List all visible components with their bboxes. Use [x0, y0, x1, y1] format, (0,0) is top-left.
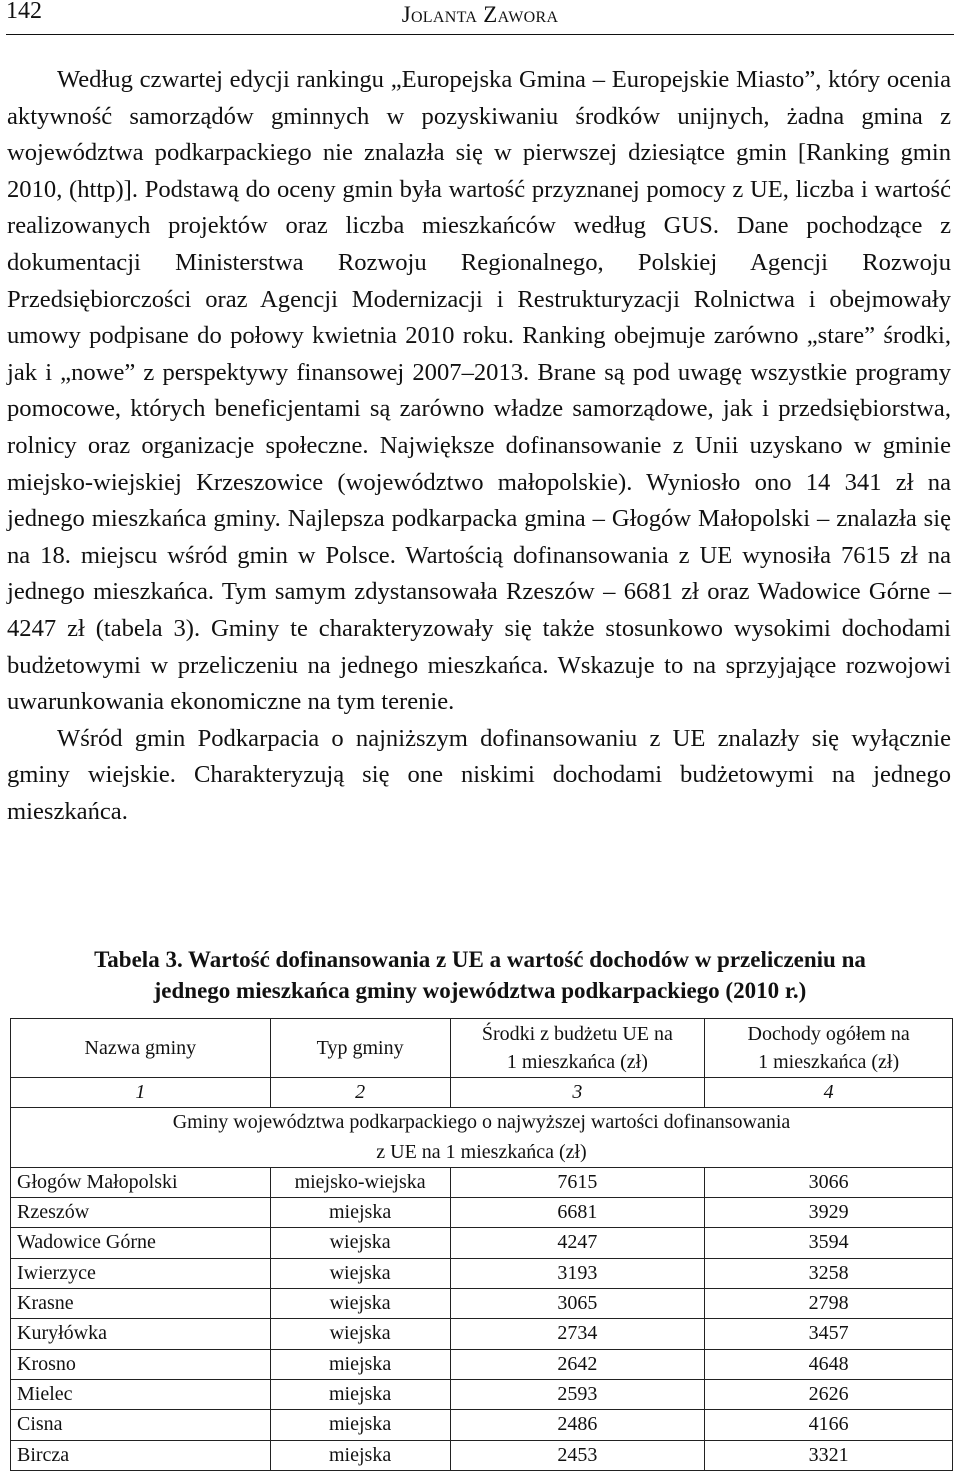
section-label [11, 1108, 953, 1168]
column-number-row [11, 1078, 953, 1108]
cell-income: 3594 [705, 1228, 953, 1258]
cell-income: 3929 [705, 1198, 953, 1228]
cell-eu-funds: 6681 [450, 1198, 705, 1228]
cell-type: wiejska [270, 1289, 450, 1319]
cell-income: 4648 [705, 1349, 953, 1379]
cell-eu-funds: 4247 [450, 1228, 705, 1258]
column-number: 2 [270, 1078, 450, 1108]
table-caption-line: jednego mieszkańca gminy województwa podkarpackiego (2010 r.) [153, 978, 807, 1003]
column-header: Nazwa gminy [11, 1019, 271, 1078]
cell-income: 3457 [705, 1319, 953, 1349]
table-body [11, 1167, 953, 1470]
cell-eu-funds: 7615 [450, 1167, 705, 1197]
cell-type: miejska [270, 1379, 450, 1409]
cell-type: miejska [270, 1410, 450, 1440]
table-row [11, 1228, 953, 1258]
cell-type: wiejska [270, 1228, 450, 1258]
section-label-line: z UE na 1 mieszkańca (zł) [376, 1140, 587, 1163]
cell-eu-funds: 2486 [450, 1410, 705, 1440]
section-label-line: Gminy województwa podkarpackiego o najwyższej wartości dofinansowania [172, 1111, 791, 1134]
cell-eu-funds: 3193 [450, 1258, 705, 1288]
cell-income: 3066 [705, 1167, 953, 1197]
cell-municipality: Głogów Małopolski [11, 1167, 271, 1197]
page-header [6, 0, 954, 35]
table-caption [20, 944, 940, 1006]
column-header-line: 1 mieszkańca (zł) [758, 1051, 900, 1073]
page-number: 142 [6, 0, 42, 24]
column-header [705, 1019, 953, 1078]
cell-income: 2626 [705, 1379, 953, 1409]
paragraph: Wśród gmin Podkarpacia o najniższym dofinansowaniu z UE znalazły się wyłącznie gminy wiejskie. Charakteryzują się one niskimi dochodami budżetowymi na jednego mieszkańca. [7, 724, 951, 825]
cell-eu-funds: 2593 [450, 1379, 705, 1409]
column-header-line: 1 mieszkańca (zł) [506, 1051, 648, 1073]
cell-income: 4166 [705, 1410, 953, 1440]
table-row [11, 1440, 953, 1470]
column-number: 1 [11, 1078, 271, 1108]
cell-municipality: Rzeszów [11, 1198, 271, 1228]
cell-municipality: Kuryłówka [11, 1319, 271, 1349]
table-row [11, 1319, 953, 1349]
table-row [11, 1410, 953, 1440]
body-text [7, 62, 951, 830]
cell-municipality: Iwierzyce [11, 1258, 271, 1288]
cell-type: miejska [270, 1440, 450, 1470]
cell-municipality: Mielec [11, 1379, 271, 1409]
cell-type: wiejska [270, 1258, 450, 1288]
cell-type: miejska [270, 1198, 450, 1228]
cell-income: 3258 [705, 1258, 953, 1288]
running-head: Jolanta Zawora [401, 2, 559, 27]
section-row [11, 1108, 953, 1168]
cell-municipality: Krosno [11, 1349, 271, 1379]
table-row [11, 1198, 953, 1228]
cell-type: miejska [270, 1349, 450, 1379]
table-header-row [11, 1019, 953, 1078]
table-row [11, 1349, 953, 1379]
column-header: Typ gminy [270, 1019, 450, 1078]
cell-eu-funds: 2734 [450, 1319, 705, 1349]
column-number: 3 [450, 1078, 705, 1108]
cell-eu-funds: 2642 [450, 1349, 705, 1379]
column-header [450, 1019, 705, 1078]
table-caption-line: Tabela 3. Wartość dofinansowania z UE a wartość dochodów w przeliczeniu na [94, 947, 866, 972]
data-table [10, 1018, 953, 1471]
column-header-line: Dochody ogółem na [747, 1023, 910, 1045]
column-number: 4 [705, 1078, 953, 1108]
cell-type: wiejska [270, 1319, 450, 1349]
table-row [11, 1379, 953, 1409]
cell-municipality: Krasne [11, 1289, 271, 1319]
cell-income: 2798 [705, 1289, 953, 1319]
cell-municipality: Wadowice Górne [11, 1228, 271, 1258]
cell-eu-funds: 3065 [450, 1289, 705, 1319]
table-row [11, 1289, 953, 1319]
table-row [11, 1258, 953, 1288]
paragraph: Według czwartej edycji rankingu „Europejska Gmina – Europejskie Miasto”, który ocenia aktywność samorządów gminnych w pozyskiwaniu środków unijnych, żadna gmina z województwa podkarpackiego nie znalazła się w pierwszej dziesiątce gmin [Ranking gmin 2010, (http)]. Podstawą do oceny gmin była wartość przyznanej pomocy z UE, liczba i wartość realizowanych projektów oraz liczba mieszkańców według GUS. Dane pochodzące z dokumentacji Ministerstwa Rozwoju Regionalnego, Polskiej Agencji Rozwoju Przedsiębiorczości oraz Agencji Modernizacji i Restrukturyzacji Rolnictwa i obejmowały umowy podpisane do połowy kwietnia 2010 roku. Ranking obejmuje zarówno „stare” środki, jak i „nowe” z perspektywy finansowej 2007–2013. Brane są pod uwagę wszystkie programy pomocowe, których beneficjentami są zarówno władze samorządowe, jak i przedsiębiorstwa, rolnicy oraz organizacje społeczne. Największe dofinansowanie z Unii uzyskano w gminie miejsko-wiejskiej Krzeszowice (województwo małopolskie). Wyniosło ono 14 341 zł na jednego mieszkańca gminy. Najlepsza podkarpacka gmina – Głogów Małopolski – znalazła się na 18. miejscu wśród gmin w Polsce. Wartością dofinansowania z UE wynosiła 7615 zł na jednego mieszkańca. Tym samym zdystansowała Rzeszów – 6681 zł oraz Wadowice Górne – 4247 zł (tabela 3). Gminy te charakteryzowały się także stosunkowo wysokimi dochodami budżetowymi w przeliczeniu na jednego mieszkańca. Wskazuje to na sprzyjające rozwojowi uwarunkowania ekonomiczne na tym terenie. [7, 66, 951, 716]
cell-income: 3321 [705, 1440, 953, 1470]
column-header-line: Środki z budżetu UE na [481, 1023, 673, 1045]
cell-eu-funds: 2453 [450, 1440, 705, 1470]
cell-municipality: Bircza [11, 1440, 271, 1470]
cell-type: miejsko-wiejska [270, 1167, 450, 1197]
table-row [11, 1167, 953, 1197]
cell-municipality: Cisna [11, 1410, 271, 1440]
